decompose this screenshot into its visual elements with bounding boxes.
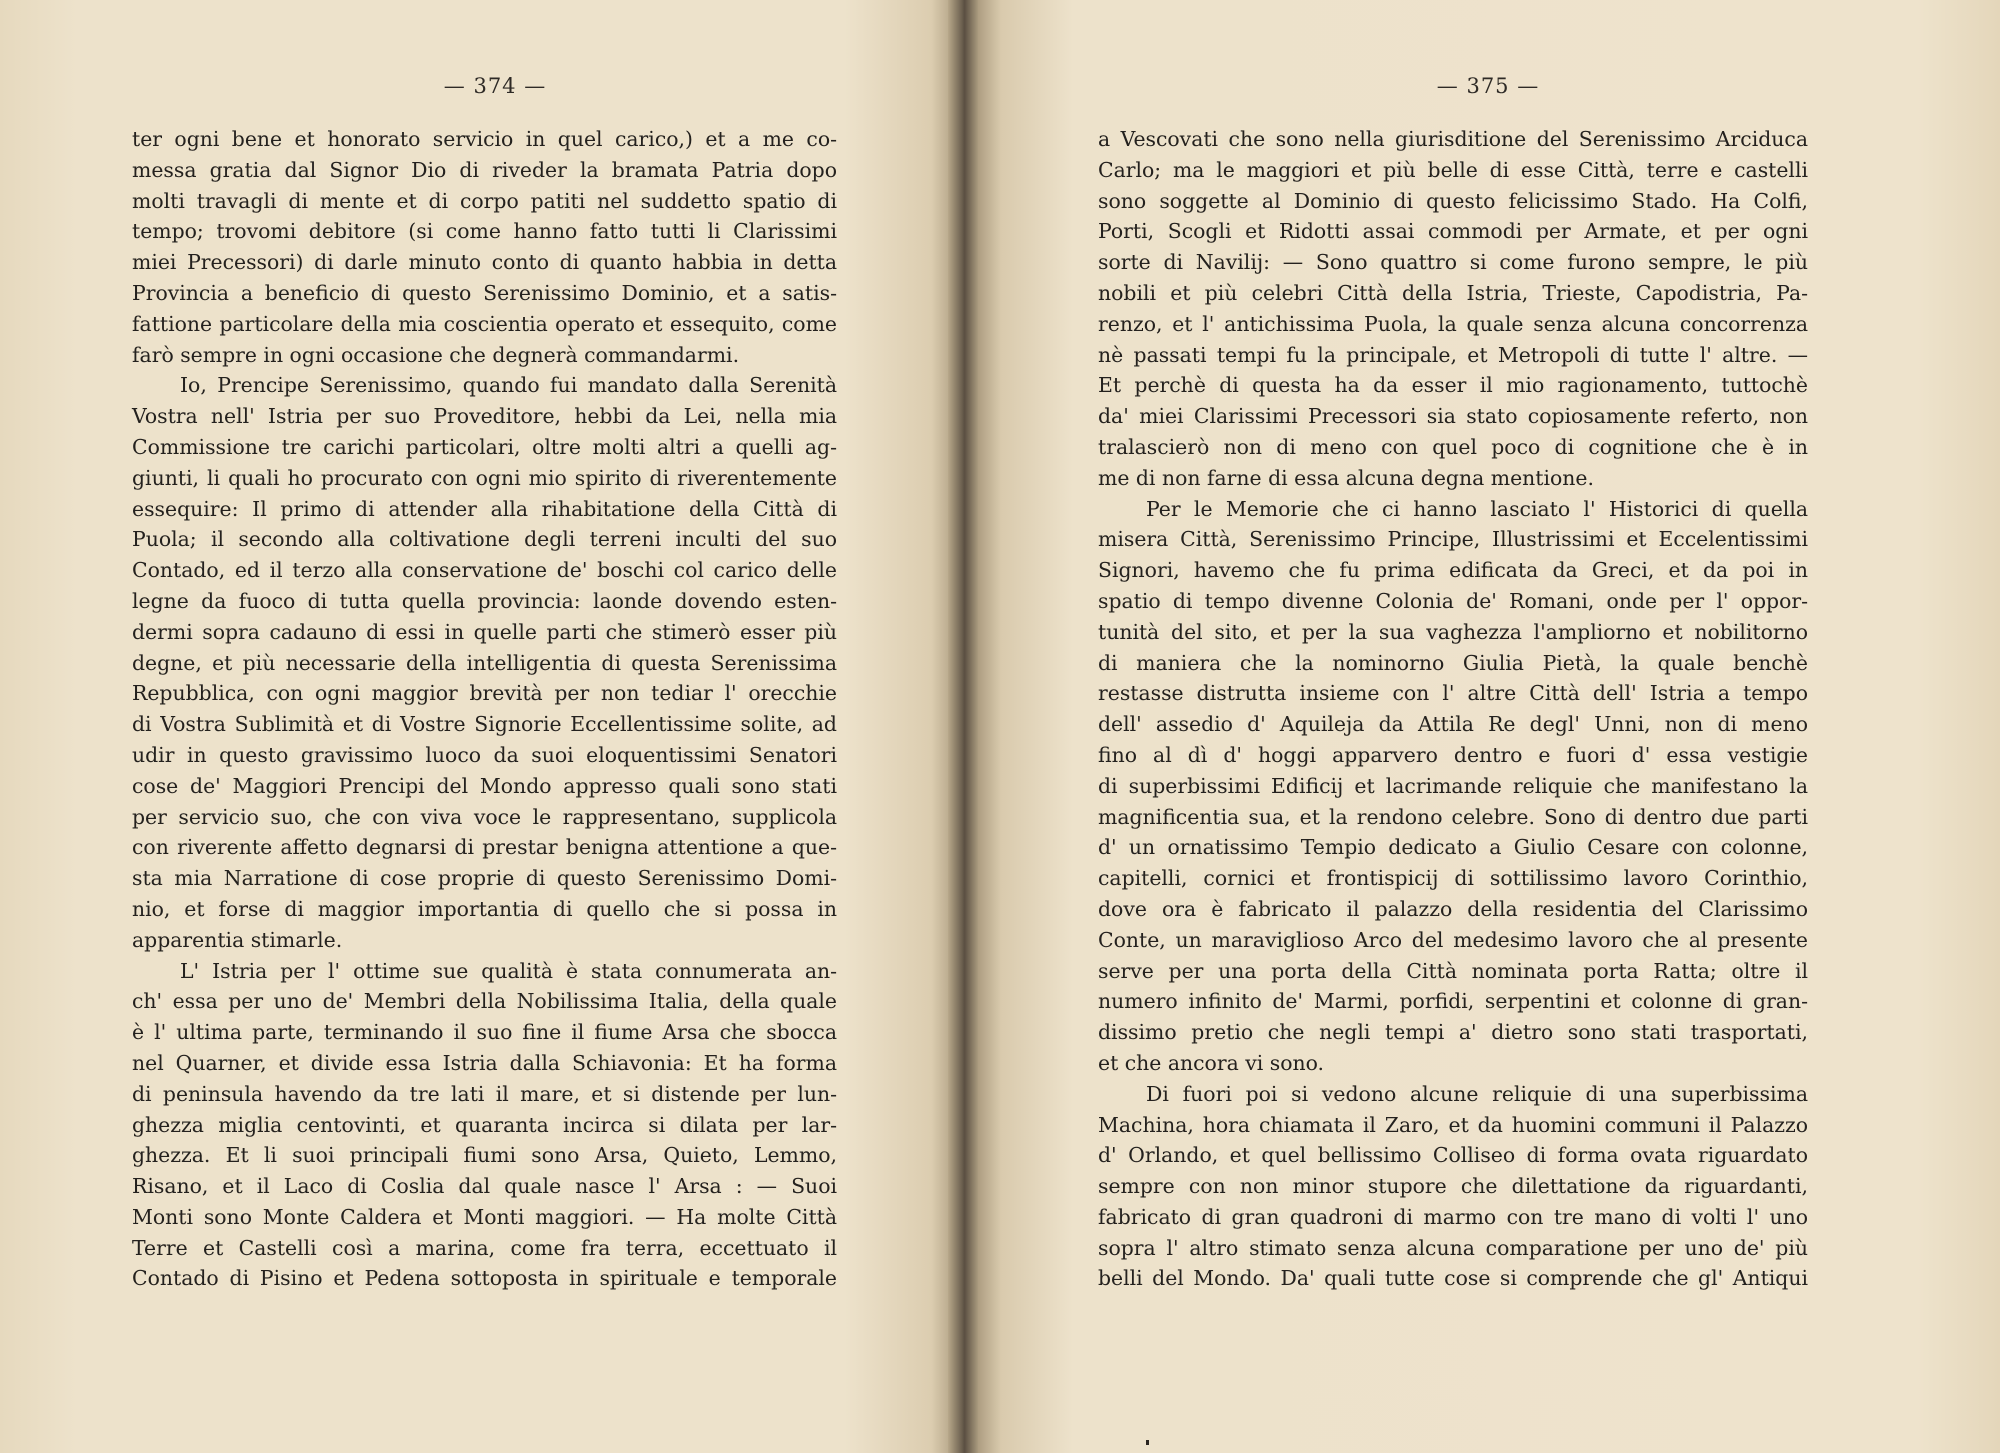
text-line: Io, Prencipe Serenissimo, quando fui mandato dalla Serenità	[180, 373, 837, 398]
text-line: di maniera che la nominorno Giulia Pietà, la quale benchè	[1098, 650, 1808, 675]
text-line: et che ancora vi sono.	[1098, 1050, 1325, 1075]
text-line: ghezza miglia centovinti, et quaranta incirca si dilata per lar-	[132, 1112, 837, 1137]
text-line: legne da fuoco di tutta quella provincia: laonde dovendo esten-	[132, 588, 837, 613]
text-line: di superbissimi Edificij et lacrimande reliquie che manifestano la	[1098, 773, 1808, 798]
text-line: magnificentia sua, et la rendono celebre. Sono di dentro due parti	[1098, 804, 1808, 829]
text-line: Conte, un maraviglioso Arco del medesimo lavoro che al presente	[1098, 927, 1808, 952]
text-line: dermi sopra cadauno di essi in quelle parti che stimerò esser più	[132, 619, 837, 644]
text-line: Contado di Pisino et Pedena sottoposta in spirituale e temporale	[132, 1266, 837, 1291]
text-line: di peninsula havendo da tre lati il mare, et si distende per lun-	[132, 1081, 837, 1106]
text-line: tempo; trovomi debitore (si come hanno fatto tutti li Clarissimi	[132, 219, 837, 244]
text-line: spatio di tempo divenne Colonia de' Romani, onde per l' oppor-	[1098, 588, 1808, 613]
text-line: nio, et forse di maggior importantia di quello che si possa in	[132, 896, 837, 921]
text-line: da' miei Clarissimi Precessori sia stato copiosamente referto, non	[1098, 404, 1808, 429]
text-line: molti travagli di mente et di corpo patiti nel suddetto spatio di	[132, 188, 837, 213]
text-line: Machina, hora chiamata il Zaro, et da huomini communi il Palazzo	[1098, 1112, 1808, 1137]
text-line: dove ora è fabricato il palazzo della residentia del Clarissimo	[1098, 896, 1808, 921]
ink-speck	[1146, 1440, 1149, 1445]
text-line: sta mia Narratione di cose proprie di questo Serenissimo Domi-	[132, 866, 837, 891]
page-number-right: — 375 —	[1436, 74, 1540, 98]
left-page-text	[132, 124, 837, 1294]
text-line: Vostra nell' Istria per suo Proveditore, hebbi da Lei, nella mia	[132, 404, 837, 429]
text-line: di Vostra Sublimità et di Vostre Signorie Eccellentissime solite, ad	[132, 712, 837, 737]
text-line: dissimo pretio che negli tempi a' dietro sono stati trasportati,	[1098, 1020, 1808, 1045]
text-line: misera Città, Serenissimo Principe, Illustrissimi et Eccelentissimi	[1098, 527, 1808, 552]
right-page-text	[1098, 124, 1808, 1294]
text-line: ter ogni bene et honorato servicio in quel carico,) et a me co-	[132, 127, 837, 151]
text-line: con riverente affetto degnarsi di prestar benigna attentione a que-	[132, 835, 837, 860]
text-line: a Vescovati che sono nella giurisditione del Serenissimo Arciduca	[1098, 127, 1808, 151]
text-line: essequire: Il primo di attender alla rihabitatione della Città di	[132, 496, 837, 521]
text-line: belli del Mondo. Da' quali tutte cose si comprende che gl' Antiqui	[1098, 1266, 1808, 1291]
text-line: Repubblica, con ogni maggior brevità per non tediar l' orecchie	[132, 681, 837, 706]
text-line: renzo, et l' antichissima Puola, la quale senza alcuna concorrenza	[1098, 311, 1808, 336]
text-line: Per le Memorie che ci hanno lasciato l' Historici di quella	[1146, 496, 1808, 521]
text-line: Contado, ed il terzo alla conservatione de' boschi col carico delle	[132, 558, 837, 583]
page-number-left: — 374 —	[443, 74, 547, 98]
text-line: Carlo; ma le maggiori et più belle di esse Città, terre e castelli	[1098, 157, 1808, 182]
text-line: d' un ornatissimo Tempio dedicato a Giulio Cesare con colonne,	[1098, 835, 1808, 860]
text-line: Terre et Castelli così a marina, come fra terra, eccettuato il	[132, 1235, 837, 1260]
text-line: nel Quarner, et divide essa Istria dalla Schiavonia: Et ha forma	[132, 1050, 837, 1075]
text-line: fino al dì d' hoggi apparvero dentro e fuori d' essa vestigie	[1098, 742, 1808, 767]
text-line: Porti, Scogli et Ridotti assai commodi per Armate, et per ogni	[1098, 219, 1808, 244]
text-line: Di fuori poi si vedono alcune reliquie di una superbissima	[1146, 1081, 1808, 1106]
text-line: giunti, li quali ho procurato con ogni mio spirito di riverentemente	[132, 465, 837, 490]
text-line: miei Precessori) di darle minuto conto di quanto habbia in detta	[132, 250, 837, 275]
text-line: capitelli, cornici et frontispicij di sottilissimo lavoro Corinthio,	[1098, 866, 1808, 891]
text-line: fabricato di gran quadroni di marmo con tre mano di volti l' uno	[1098, 1204, 1808, 1229]
text-line: tralascierò non di meno con quel poco di cognitione che è in	[1098, 434, 1808, 459]
text-line: ch' essa per uno de' Membri della Nobilissima Italia, della quale	[132, 989, 837, 1014]
left-page	[0, 0, 960, 1453]
text-line: Commissione tre carichi particolari, oltre molti altri a quelli ag-	[132, 434, 837, 459]
text-line: ghezza. Et li suoi principali fiumi sono Arsa, Quieto, Lemmo,	[132, 1143, 837, 1168]
text-line: Risano, et il Laco di Coslia dal quale nasce l' Arsa : — Suoi	[132, 1174, 837, 1199]
text-line: nè passati tempi fu la principale, et Metropoli di tutte l' altre. —	[1098, 342, 1808, 367]
text-line: sono soggette al Dominio di questo felicissimo Stado. Ha Colfi,	[1098, 188, 1808, 213]
text-line: Monti sono Monte Caldera et Monti maggiori. — Ha molte Città	[132, 1204, 837, 1229]
text-line: Et perchè di questa ha da esser il mio ragionamento, tuttochè	[1098, 373, 1808, 398]
text-line: per servicio suo, che con viva voce le rappresentano, supplicola	[132, 804, 837, 829]
text-line: fattione particolare della mia coscientia operato et essequito, come	[132, 311, 837, 336]
text-line: sopra l' altro stimato senza alcuna comparatione per uno de' più	[1098, 1235, 1808, 1260]
text-line: numero infinito de' Marmi, porfidi, serpentini et colonne di gran-	[1098, 989, 1808, 1014]
book-gutter	[948, 0, 978, 1453]
text-line: apparentia stimarle.	[132, 927, 343, 952]
text-line: sorte di Navilij: — Sono quattro si come furono sempre, le più	[1098, 250, 1808, 275]
text-line: Signori, havemo che fu prima edificata da Greci, et da poi in	[1098, 558, 1808, 583]
text-line: nobili et più celebri Città della Istria, Trieste, Capodistria, Pa-	[1098, 280, 1808, 305]
text-line: degne, et più necessarie della intelligentia di questa Serenissima	[132, 650, 837, 675]
text-line: Puola; il secondo alla coltivatione degli terreni inculti del suo	[132, 527, 837, 552]
text-line: restasse distrutta insieme con l' altre Città dell' Istria a tempo	[1098, 681, 1808, 706]
text-line: dell' assedio d' Aquileja da Attila Re degl' Unni, non di meno	[1098, 712, 1808, 737]
text-line: tunità del sito, et per la sua vaghezza l'ampliorno et nobilitorno	[1098, 619, 1808, 644]
text-line: me di non farne di essa alcuna degna mentione.	[1098, 465, 1594, 490]
text-line: serve per una porta della Città nominata porta Ratta; oltre il	[1098, 958, 1808, 983]
text-line: farò sempre in ogni occasione che degnerà commandarmi.	[132, 342, 740, 367]
text-line: L' Istria per l' ottime sue qualità è stata connumerata an-	[180, 958, 837, 983]
text-line: d' Orlando, et quel bellissimo Colliseo di forma ovata riguardato	[1098, 1143, 1808, 1168]
text-line: messa gratia dal Signor Dio di riveder la bramata Patria dopo	[132, 157, 837, 182]
text-line: cose de' Maggiori Prencipi del Mondo appresso quali sono stati	[132, 773, 837, 798]
text-line: è l' ultima parte, terminando il suo fine il fiume Arsa che sbocca	[132, 1020, 837, 1045]
text-line: Provincia a beneficio di questo Serenissimo Dominio, et a satis-	[132, 280, 837, 305]
text-line: udir in questo gravissimo luoco da suoi eloquentissimi Senatori	[132, 742, 837, 767]
text-line: sempre con non minor stupore che dilettatione da riguardanti,	[1098, 1174, 1808, 1199]
